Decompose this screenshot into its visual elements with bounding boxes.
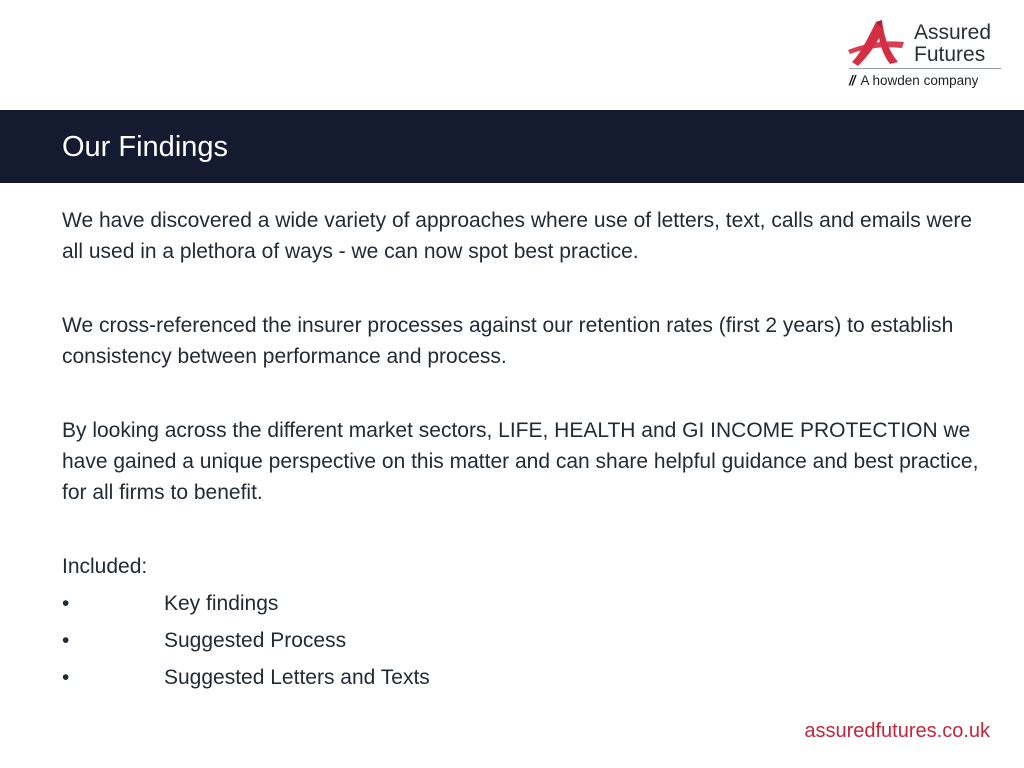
website-link[interactable]: assuredfutures.co.uk — [804, 720, 990, 742]
list-item-label: Key findings — [164, 592, 279, 615]
paragraph-approaches: We have discovered a wide variety of approaches where use of letters, text, calls and emails were all used in a plethora of ways - we can now spot best practice. — [62, 209, 973, 263]
list-item — [62, 625, 982, 662]
list-item-label: Suggested Process — [164, 629, 347, 652]
logo-tagline-text: A howden company — [860, 73, 979, 88]
company-logo — [846, 14, 1006, 94]
included-list — [62, 588, 982, 699]
logo-wordmark-line1: Assured — [914, 21, 992, 44]
bullet-icon: • — [62, 666, 70, 689]
howden-slash-icon: // — [849, 73, 855, 88]
bullet-icon: • — [62, 629, 70, 652]
included-label: Included: — [62, 555, 148, 578]
paragraph-cross-referenced: We cross-referenced the insurer processes against our retention rates (first 2 years) to establish consistency between performance and process. — [62, 314, 954, 368]
logo-wordmark-line2: Futures — [914, 43, 986, 66]
assured-futures-a-logo-icon — [846, 16, 906, 74]
bullet-icon: • — [62, 592, 70, 615]
paragraph-market-sectors: By looking across the different market sectors, LIFE, HEALTH and GI INCOME PROTECTION we have gained a unique perspective on this matter and can share helpful guidance and best practice, for all firms to benefit. — [62, 419, 979, 504]
logo-divider — [849, 68, 1001, 69]
list-item-label: Suggested Letters and Texts — [164, 666, 430, 689]
list-item — [62, 588, 982, 625]
slide-title: Our Findings — [62, 131, 229, 163]
logo-tagline — [849, 72, 978, 90]
slide-body — [62, 205, 982, 699]
list-item — [62, 662, 982, 699]
title-band — [0, 110, 1024, 183]
